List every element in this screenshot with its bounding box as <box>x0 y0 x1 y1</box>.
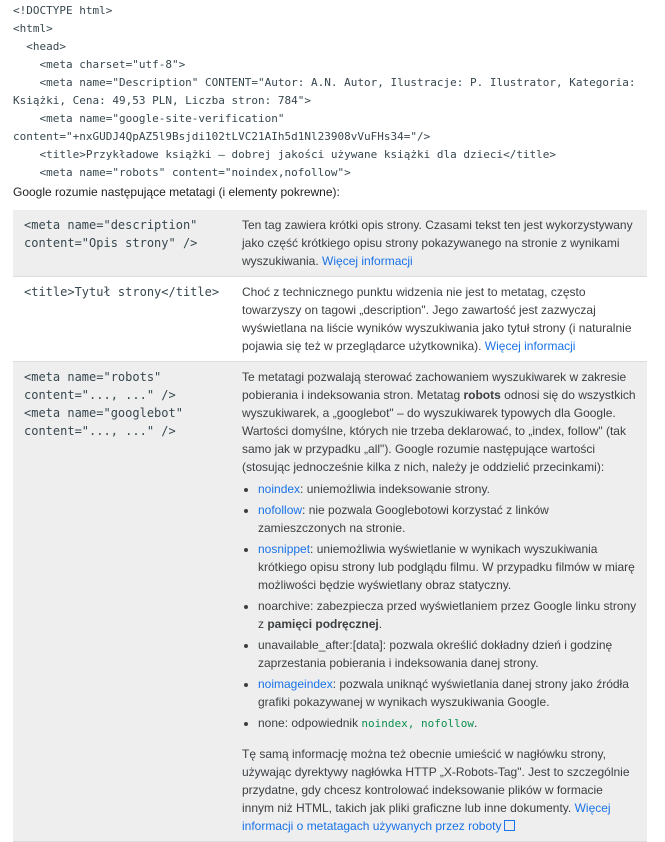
code-line: <meta name="googlebot" <box>24 406 183 420</box>
inline-code: noindex, nofollow <box>361 717 475 730</box>
more-info-link[interactable]: Więcej informacji <box>322 254 413 268</box>
robots-values-list <box>242 480 637 733</box>
robots-more-info-link-label: Więcej informacji o metatagach używanych przez roboty <box>242 801 611 833</box>
meta-description-cell <box>231 210 647 277</box>
robots-description <box>242 368 637 476</box>
table-row <box>13 277 647 362</box>
robots-footer <box>242 745 637 835</box>
code-line: <html> <box>13 22 53 35</box>
code-line: <meta name="robots" content="noindex,nofollow"> <box>13 166 351 179</box>
code-line: <!DOCTYPE html> <box>13 4 113 17</box>
meta-description-cell <box>231 362 647 842</box>
value-link-noimageindex[interactable]: noimageindex <box>258 677 333 691</box>
code-line: <meta name="description" <box>24 218 198 232</box>
code-line: <meta name="robots" <box>24 370 162 384</box>
external-link-icon <box>504 820 515 831</box>
code-line: <meta name="Description" CONTENT="Autor: A.N. Autor, Ilustracje: P. Ilustrator, Kategoria: <box>13 76 636 89</box>
html-code-example <box>0 0 665 182</box>
value-description: : nie pozwala Googlebotowi korzystać z linków zamieszczonych na stronie. <box>258 503 549 535</box>
code-line: <head> <box>13 40 66 53</box>
more-info-link[interactable]: Więcej informacji <box>484 339 576 353</box>
meta-tags-table <box>13 210 647 842</box>
code-line: <meta name="google-site-verification" <box>13 112 285 125</box>
list-item <box>258 714 637 733</box>
code-line: content="Opis strony" /> <box>24 236 198 250</box>
value-link-nofollow[interactable]: nofollow <box>258 503 303 517</box>
code-line: content="..., ..." /> <box>24 424 176 438</box>
meta-code-cell <box>13 277 231 362</box>
value-suffix: . <box>474 716 478 730</box>
code-line: <title>Tytuł strony</title> <box>24 285 220 299</box>
table-row <box>13 362 647 842</box>
meta-description-cell <box>231 277 647 362</box>
value-description: : uniemożliwia indeksowanie strony. <box>300 482 490 496</box>
value-bold-text: pamięci podręcznej <box>267 617 379 631</box>
table-row <box>13 210 647 277</box>
robots-keyword: robots <box>463 388 501 402</box>
value-description: : odpowiednik <box>284 716 362 730</box>
list-item <box>258 501 637 537</box>
footer-text: Tę samą informację można też obecnie umieścić w nagłówku strony, używając dyrektywy nagłówka HTTP „X-Robots-Tag". Jest to szczególnie przydatne, gdy chcesz kontrolować indeksowanie plików w formacie innym niż HTML, takich jak pliki graficzne lub inne dokumenty. <box>242 747 630 815</box>
code-line: Książki, Cena: 49,53 PLN, Liczba stron: 784"> <box>13 94 312 107</box>
code-line: <title>Przykładowe książki – dobrej jakości używane książki dla dzieci</title> <box>13 148 557 161</box>
value-name: none <box>258 716 285 730</box>
description-text: Ten tag zawiera krótki opis strony. Czasami tekst ten jest wykorzystywany jako część krótkiego opisu strony pokazywanego na stronie z wynikami wyszukiwania. <box>242 218 633 268</box>
value-name: noarchive <box>258 599 311 613</box>
meta-tags-intro: Google rozumie następujące metatagi (i elementy pokrewne): <box>13 185 340 199</box>
list-item <box>258 597 637 633</box>
list-item <box>258 480 637 498</box>
value-suffix: . <box>378 617 383 631</box>
value-description: : uniemożliwia wyświetlanie w wynikach wyszukiwania krótkiego opisu strony lub podglądu filmu. W przypadku filmów w miarę możliwości będzie wyświetlany obraz statyczny. <box>258 542 635 592</box>
value-description: : pozwala określić dokładny dzień i godzinę zaprzestania pobierania i indeksowania danej strony. <box>258 638 613 670</box>
list-item <box>258 540 637 594</box>
code-line: <meta charset="utf-8"> <box>13 58 186 71</box>
description-text: Choć z technicznego punktu widzenia nie jest to metatag, często towarzyszy on tagowi „description". Jego zawartość jest zazwyczaj wyświetlana na liście wyników wyszukiwania jako tytuł strony (i naturalnie pojawia się też w przeglądarce użytkownika). <box>242 285 632 353</box>
value-description: : pozwala uniknąć wyświetlania danej strony jako źródła grafiki pokazywanej w wynikach wyszukiwania Google. <box>258 677 629 709</box>
list-item <box>258 675 637 711</box>
value-link-noindex[interactable]: noindex <box>258 482 301 496</box>
description-text: Te metatagi pozwalają sterować zachowaniem wyszukiwarek w zakresie pobierania i indeksowania stron. Metatag <box>242 370 627 402</box>
value-name: unavailable_after:[data] <box>258 638 383 652</box>
code-line: content="+nxGUDJ4QpAZ5l9Bsjdi102tLVC21AIh5d1Nl23908vVuFHs34="/> <box>13 130 431 143</box>
meta-code-cell <box>13 210 231 277</box>
value-description: : zabezpiecza przed wyświetlaniem przez Google linku strony z <box>258 599 637 631</box>
list-item <box>258 636 637 672</box>
value-link-nosnippet[interactable]: nosnippet <box>258 542 311 556</box>
code-line: content="..., ..." /> <box>24 388 176 402</box>
meta-code-cell <box>13 362 231 842</box>
description-text: odnosi się do wszystkich wyszukiwarek, a „googlebot" – do wyszukiwarek typowych dla Google. Wartości domyślne, których nie trzeba deklarować, to „index, follow" (tak samo jak w przypadku „all"). Google rozumie następujące wartości (stosując jednocześnie kilka z nich, należy je oddzielić przecinkami): <box>242 388 636 474</box>
